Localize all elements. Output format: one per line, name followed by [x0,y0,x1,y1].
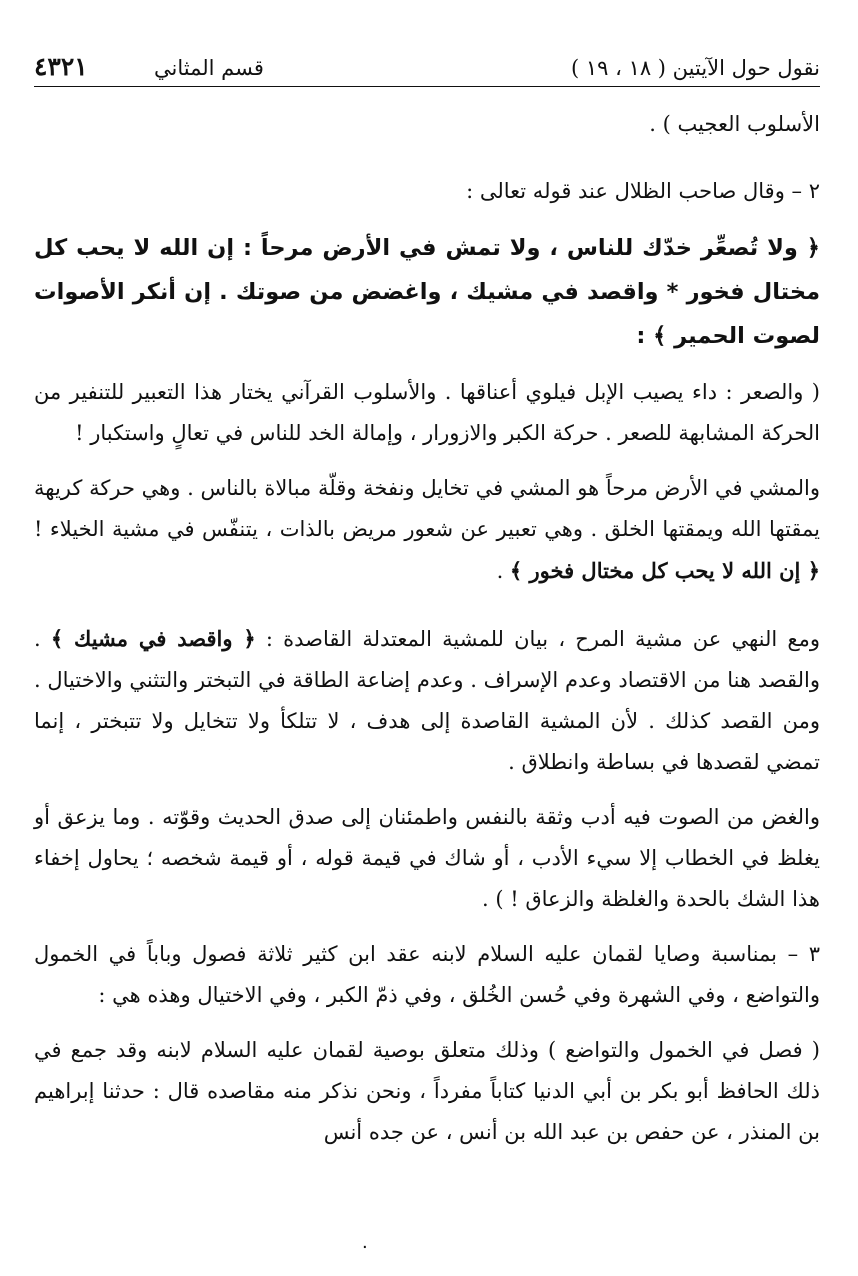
paragraph-saar: ( والصعر : داء يصيب الإبل فيلوي أعناقها . والأسلوب القرآني يختار هذا التعبير للتنفير من الحركة المشابهة للصعر . حركة الكبر والازورار ، وإمالة الخد للناس في تعالٍ واستكبار ! [34,380,820,445]
paragraph-ghadd: والغض من الصوت فيه أدب وثقة بالنفس واطمئنان إلى صدق الحديث وقوّته . وما يزعق أو يغلظ في الخطاب إلا سيء الأدب ، أو شاك في قيمة قوله ، أو قيمة شخصه ؛ يحاول إخفاء هذا الشك بالحدة والغلظة والزعاق ! ) . [34,805,820,911]
chapter-title: نقول حول الآيتين ( ١٨ ، ١٩ ) [570,56,820,80]
paragraph-continuation: الأسلوب العجيب ) . [649,112,820,136]
page-number: ٤٣٢١ [34,52,88,81]
paragraph-ibn-kathir: ٣ – بمناسبة وصايا لقمان عليه السلام لابنه عقد ابن كثير ثلاثة فصول وباباً في الخمول والتواضع ، وفي الشهرة وفي حُسن الخُلق ، وفي ذمّ الكبر ، وفي الاختيال وهذه هي : [34,942,820,1007]
paragraph-marah: والمشي في الأرض مرحاً هو المشي في تخايل ونفخة وقلّة مبالاة بالناس . وهي حركة كريهة يمقتها الله ويمقتها الخلق . وهي تعبير عن شعور مريض بالذات ، يتنفّس في مشية الخيلاء ! ﴿ إن الله لا يحب كل مختال فخور ﴾ . [34,476,820,583]
running-header [34,52,820,87]
paragraph-zilal-intro: ٢ – وقال صاحب الظلال عند قوله تعالى : [466,179,820,203]
inline-verse-waqsid: ﴿ واقصد في مشيك ﴾ [50,626,256,651]
paragraph-fasl: ( فصل في الخمول والتواضع ) وذلك متعلق بوصية لقمان عليه السلام لابنه وقد جمع في ذلك الحافظ أبو بكر بن أبي الدنيا كتاباً مفرداً ، ونحن نذكر منه مقاصده قال : حدثنا إبراهيم بن المنذر ، عن حفص بن عبد الله بن أنس ، عن جده أنس [34,1038,820,1144]
qasd-intro: ومع النهي عن مشية المرح ، بيان للمشية المعتدلة القاصدة : [265,627,820,651]
section-title: قسم المثاني [154,56,264,80]
qasd-text: . والقصد هنا من الاقتصاد وعدم الإسراف . وعدم إضاعة الطاقة في التبختر والتثني والاختيال . ومن القصد كذلك . لأن المشية القاصدة إلى هدف ، لا تتلكأ ولا تتخايل ولا تتبختر ، إنما تمضي لقصدها في بساطة وانطلاق . [34,627,820,774]
inline-verse-mukhtal: ﴿ إن الله لا يحب كل مختال فخور ﴾ [509,558,820,583]
page-body [34,104,820,1167]
paragraph-qasd [34,618,820,783]
quran-verse-block: ﴿ ولا تُصعِّر خدّك للناس ، ولا تمش في الأرض مرحاً : إن الله لا يحب كل مختال فخور * واقصد في مشيك ، واغضض من صوتك . إن أنكر الأصوات لصوت الحمير ﴾ : [34,235,820,349]
marah-text: والمشي في الأرض مرحاً هو المشي في تخايل ونفخة وقلّة مبالاة بالناس . وهي حركة كريهة يمقتها الله ويمقتها الخلق . وهي تعبير عن شعور مريض بالذات ، يتنفّس في مشية الخيلاء ! [34,476,820,541]
footer-mark: ٠ [360,1236,370,1257]
